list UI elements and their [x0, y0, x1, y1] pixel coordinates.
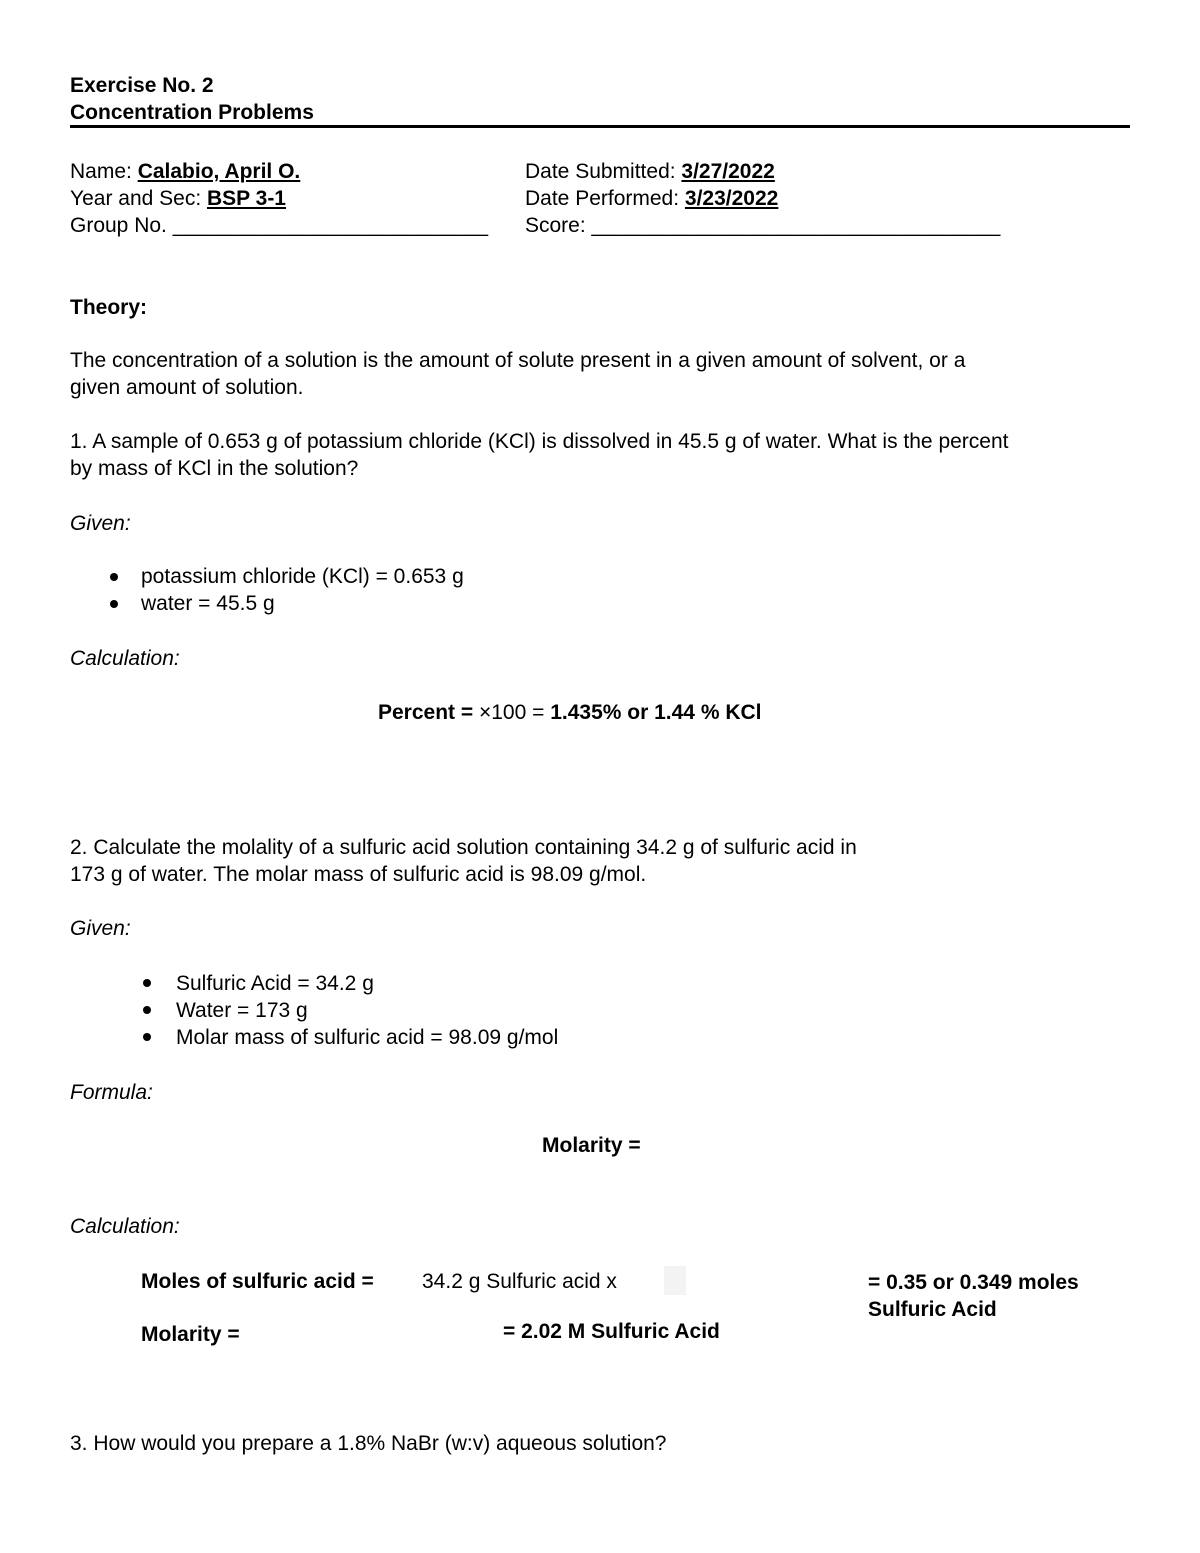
bullet-icon	[110, 573, 118, 581]
question-3-line1: 3. How would you prepare a 1.8% NaBr (w:v) aqueous solution?	[70, 1432, 667, 1455]
q1-given-item: potassium chloride (KCl) = 0.653 g	[141, 565, 464, 588]
header-divider	[70, 125, 1130, 128]
date-submitted-value: 3/27/2022	[681, 160, 775, 183]
year-sec-label: Year and Sec:	[70, 187, 207, 210]
date-performed-line	[525, 186, 778, 211]
group-number-line: Group No. ___________________________	[70, 214, 489, 237]
theory-text-line1: The concentration of a solution is the amount of solute present in a given amount of solvent, or a	[70, 349, 966, 372]
question-2-line1: 2. Calculate the molality of a sulfuric acid solution containing 34.2 g of sulfuric acid in	[70, 836, 857, 859]
q1-given-item: water = 45.5 g	[141, 592, 275, 615]
q2-given-item: Water = 173 g	[176, 999, 308, 1022]
question-1-line2: by mass of KCl in the solution?	[70, 457, 359, 480]
bullet-icon	[143, 1006, 151, 1014]
q2-moles-result-line2: Sulfuric Acid	[868, 1298, 997, 1321]
bullet-icon	[110, 600, 118, 608]
date-performed-value: 3/23/2022	[684, 187, 779, 210]
year-sec-line	[70, 186, 286, 211]
q1-calculation-label: Calculation:	[70, 647, 180, 670]
q2-moles-result-line1: = 0.35 or 0.349 moles	[868, 1271, 1079, 1294]
bullet-icon	[143, 1033, 151, 1041]
q1-formula-lhs: Percent =	[378, 701, 479, 724]
date-submitted-line	[525, 159, 775, 184]
year-sec-value: BSP 3-1	[207, 187, 286, 210]
q2-given-item: Molar mass of sulfuric acid = 98.09 g/mol	[176, 1026, 559, 1049]
theory-heading: Theory:	[70, 296, 148, 319]
q2-formula-label: Formula:	[70, 1081, 153, 1104]
q1-formula	[378, 700, 762, 725]
name-label: Name:	[70, 160, 138, 183]
name-value: Calabio, April O.	[137, 160, 301, 183]
question-2-line2: 173 g of water. The molar mass of sulfuric acid is 98.09 g/mol.	[70, 863, 647, 886]
q2-moles-lhs: Moles of sulfuric acid =	[141, 1270, 374, 1293]
fraction-placeholder	[664, 1266, 686, 1295]
name-line	[70, 159, 300, 184]
q1-formula-mid: ×100 =	[478, 701, 551, 724]
q1-formula-result: 1.435% or 1.44 % KCl	[550, 701, 762, 724]
q2-molarity-lhs: Molarity =	[141, 1323, 240, 1346]
q2-formula: Molarity =	[542, 1134, 641, 1157]
date-performed-label: Date Performed:	[525, 187, 685, 210]
q2-given-label: Given:	[70, 917, 131, 940]
q2-molarity-result: = 2.02 M Sulfuric Acid	[503, 1320, 720, 1343]
question-1-line1: 1. A sample of 0.653 g of potassium chloride (KCl) is dissolved in 45.5 g of water. What is the percent	[70, 430, 1009, 453]
date-submitted-label: Date Submitted:	[525, 160, 682, 183]
q2-moles-expression: 34.2 g Sulfuric acid x	[422, 1270, 617, 1293]
exercise-number: Exercise No. 2	[70, 74, 214, 97]
q2-calculation-label: Calculation:	[70, 1215, 180, 1238]
score-line: Score: ___________________________________	[525, 214, 1001, 237]
bullet-icon	[143, 979, 151, 987]
q1-given-label: Given:	[70, 512, 131, 535]
page-title: Concentration Problems	[70, 101, 314, 124]
theory-text-line2: given amount of solution.	[70, 376, 304, 399]
q2-given-item: Sulfuric Acid = 34.2 g	[176, 972, 374, 995]
